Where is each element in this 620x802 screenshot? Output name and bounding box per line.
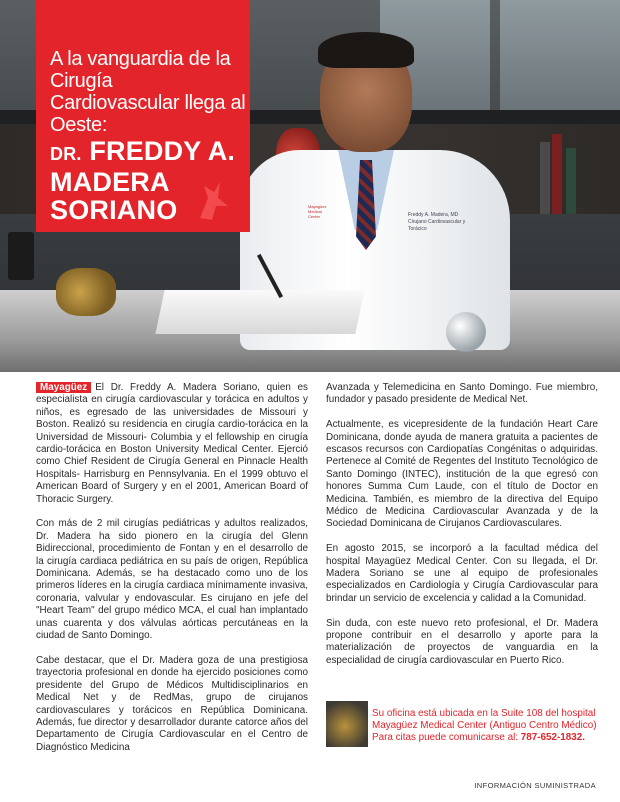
phone-number[interactable]: 787-652-1832. <box>520 732 586 743</box>
article-column-right <box>326 382 598 680</box>
decorative-figure-icon <box>190 178 234 224</box>
credit-line: INFORMACIÓN SUMINISTRADA <box>474 781 596 790</box>
contact-box <box>326 701 598 749</box>
glass-globe <box>446 312 486 352</box>
coat-title: Cirujano Cardiovascular y Torácico <box>408 219 466 232</box>
open-book <box>155 290 364 334</box>
paragraph-continued: Avanzada y Telemedicina en Santo Domingo. Fue miembro, fundador y pasado presidente de Medical Net. <box>326 382 598 406</box>
paragraph: Actualmente, es vicepresidente de la fundación Heart Care Dominicana, donde ayuda de manera gratuita a pacientes de escasos recursos con Cardiopatías Congénitas o adquiridas. Pertenece al Comité de Regentes del Instituto Tecnológico de Santo Domingo (INTEC), institución de la que egresó con honores Summa Cum Laude, con el título de Doctor en Medicina. También, es miembro de la directiva del Equipo Médico de Medicina Cardiovascular Avanzada y de la Sociedad Dominicana de Cirujanos Cardiovasculares. <box>326 419 598 530</box>
pen-holder <box>8 232 34 280</box>
doctor-hair <box>318 32 414 68</box>
article-column-left <box>36 382 308 754</box>
paragraph-text: El Dr. Freddy A. Madera Soriano, quien es especialista en cirugía cardiovascular y torácica en adultos y niños, es egresado de las universidades de Missouri y Boston. Realizó su residencia en cirugía cardio-torácica en la Universidad de Missouri- Columbia y el fellowship en cirugía cardio-torácica en Boston University Medical Center. Ejerció como Chief Resident de Cirugía General en Pinnacle Health Hospitals- Harrisburg en Pennsylvania. En el 1999 obtuvo el American Board of Surgery y en el 2001, American Board of Thoracic Surgery. <box>36 382 308 505</box>
paragraph: Cabe destacar, que el Dr. Madera goza de una prestigiosa trayectoria profesional en donde ha ejercido posiciones como presidente del Grupo de Médicos Multidisciplinarios en Medical Net y de RedMas, grupo de cirujanos cardiovasculares y torácicos en República Dominicana. Además, fue director y desarrollador durante catorce años del Departamento de Cirugía Cardiovascular en el Centro de Diagnóstico Medicina <box>36 654 308 753</box>
hero-photo <box>0 0 620 372</box>
appointment-label: Para citas puede comunicarse al: <box>372 732 519 743</box>
office-location: Su oficina está ubicada en la Suite 108 del hospital Mayagüez Medical Center (Antiguo Centro Médico) <box>372 708 597 731</box>
paragraph: En agosto 2015, se incorporó a la facultad médica del hospital Mayagüez Medical Center. Con su llegada, el Dr. Madera Soriano se une al equipo de profesionales especializados en Cardiología y Cirugía Cardiovascular para brindar un servicio de excelencia y calidad a la Comunidad. <box>326 543 598 604</box>
paragraph: Con más de 2 mil cirugías pediátricas y adultos realizados, Dr. Madera ha sido pionero en la cirugía del Glenn Bidireccional, procedimiento de Fontan y en el desarrollo de la cirugía cardiaca pediátrica en su país de origen, República Dominicana. Además, se ha destacado como uno de los primeros líderes en la cirugía cardiaca mínimamente invasiva, coronaria, valvular y endovascular. Es cirujano en jefe del "Heart Team" del grupo médico MCA, el cual han implantado unas cuarenta y dos válvulas aórticas percutáneas en la ciudad de Santo Domingo. <box>36 518 308 642</box>
coat-name: Freddy A. Madera, MD <box>408 212 459 218</box>
coat-logo: Mayagüez Medical Center <box>308 204 327 219</box>
coat-embroidery <box>408 212 478 234</box>
title-box <box>36 0 250 232</box>
anatomical-model <box>56 268 116 316</box>
paragraph <box>36 382 308 506</box>
name-prefix: DR. <box>50 144 82 164</box>
paragraph: Sin duda, con este nuevo reto profesional, el Dr. Madera propone contribuir en el desarrollo y aporte para la materialización de proyectos de vanguardia en la especialidad de cirugía cardiovascular en Puerto Rico. <box>326 617 598 666</box>
contact-thumbnail <box>326 701 368 747</box>
contact-info <box>372 708 598 744</box>
location-kicker: Mayagüez <box>36 382 91 393</box>
doctor-name: FREDDY A. MADERA SORIANO <box>50 136 236 225</box>
article-subtitle: A la vanguardia de la Cirugía Cardiovascular llega al Oeste: <box>50 48 246 136</box>
